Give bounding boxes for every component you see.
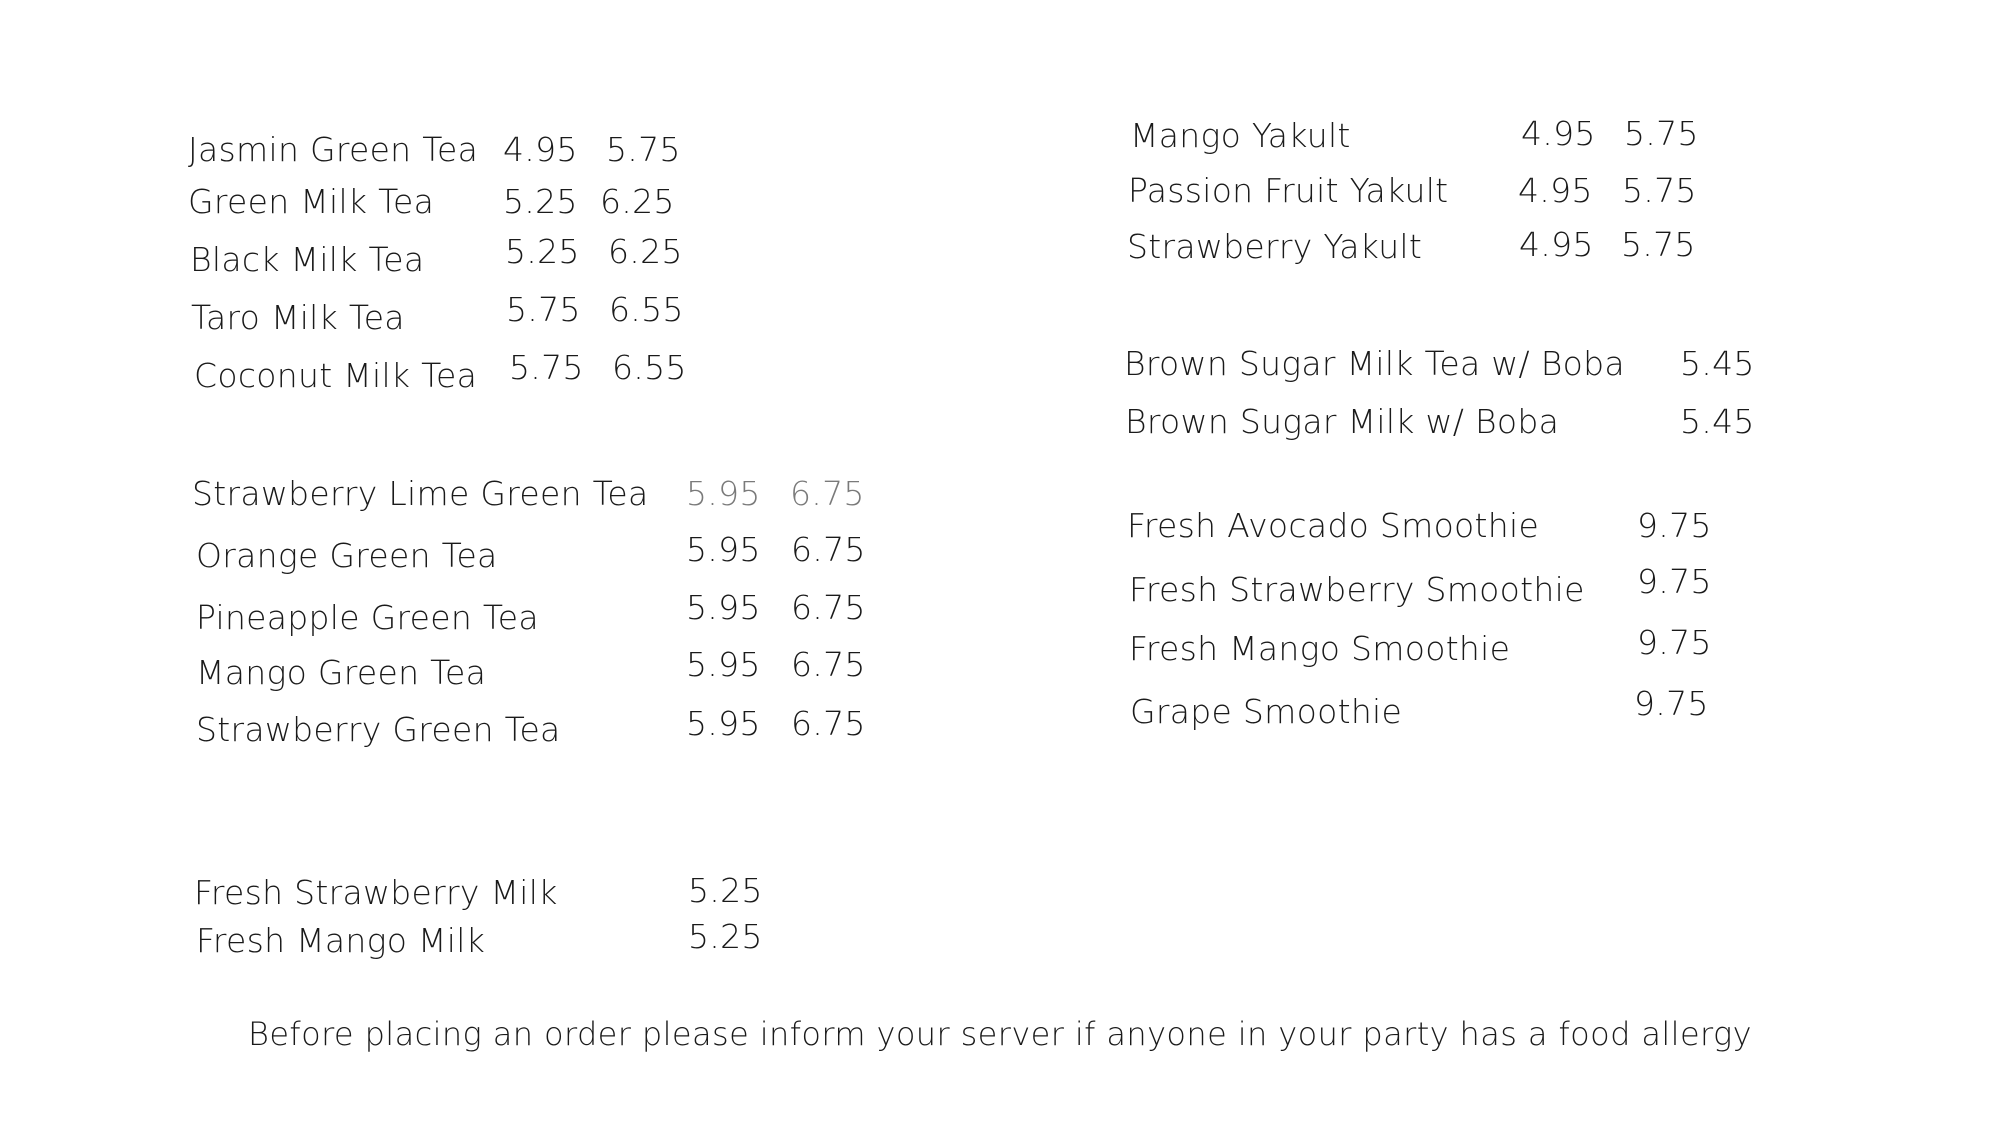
item-name: Brown Sugar Milk w/ Boba xyxy=(1125,402,1560,441)
item-price-large: 5.75 xyxy=(1624,114,1699,153)
menu-item xyxy=(191,290,711,340)
menu-item xyxy=(188,128,708,172)
item-name: Fresh Avocado Smoothie xyxy=(1127,506,1540,545)
item-price-small: 5.95 xyxy=(686,645,761,684)
item-price-small: 5.25 xyxy=(503,182,578,221)
item-name: Strawberry Yakult xyxy=(1127,227,1423,266)
item-price-large: 5.75 xyxy=(606,130,681,169)
item-name: Passion Fruit Yakult xyxy=(1128,171,1449,210)
menu-item xyxy=(1125,400,1765,444)
item-price-large: 6.55 xyxy=(612,348,687,387)
item-name: Fresh Strawberry Smoothie xyxy=(1129,570,1585,609)
menu-item xyxy=(1128,169,1728,213)
menu-item xyxy=(196,645,896,695)
item-price: 9.75 xyxy=(1637,623,1712,662)
item-price: 5.45 xyxy=(1680,402,1755,441)
item-price-large: 5.75 xyxy=(1622,171,1697,210)
item-name: Fresh Mango Milk xyxy=(196,921,486,960)
menu-item xyxy=(190,232,710,282)
menu-item xyxy=(194,348,714,398)
item-price-large: 6.75 xyxy=(791,645,866,684)
item-price-large: 6.25 xyxy=(600,182,675,221)
item-price-small: 4.95 xyxy=(503,130,578,169)
allergy-notice: Before placing an order please inform your server if anyone in your party has a food allergy xyxy=(247,1015,1752,1053)
menu-item xyxy=(1127,504,1727,548)
menu-item xyxy=(196,588,896,640)
item-price-small: 5.95 xyxy=(686,588,761,627)
item-name: Green Milk Tea xyxy=(188,182,435,221)
item-price: 5.25 xyxy=(688,917,763,956)
menu-item xyxy=(1129,562,1729,612)
item-name: Mango Green Tea xyxy=(196,653,487,692)
item-price-small: 5.95 xyxy=(686,704,761,743)
item-name: Grape Smoothie xyxy=(1130,692,1403,731)
item-price-small: 5.75 xyxy=(509,348,584,387)
menu-item xyxy=(1127,225,1727,269)
item-price-large: 6.55 xyxy=(609,290,684,329)
item-name: Strawberry Lime Green Tea xyxy=(192,474,649,513)
item-price: 9.75 xyxy=(1637,506,1712,545)
item-name: Brown Sugar Milk Tea w/ Boba xyxy=(1124,344,1625,383)
item-price-small: 5.95 xyxy=(686,474,761,513)
item-name: Black Milk Tea xyxy=(190,240,425,279)
item-name: Fresh Mango Smoothie xyxy=(1129,629,1511,668)
item-price-small: 5.25 xyxy=(505,232,580,271)
menu-item xyxy=(196,704,896,752)
menu-item xyxy=(1129,623,1729,671)
item-price: 9.75 xyxy=(1637,562,1712,601)
item-price-small: 5.75 xyxy=(506,290,581,329)
item-name: Strawberry Green Tea xyxy=(196,710,561,749)
item-price-large: 6.75 xyxy=(791,704,866,743)
menu-item xyxy=(196,530,896,578)
item-price-large: 6.75 xyxy=(791,588,866,627)
menu-item xyxy=(194,871,794,915)
item-name: Fresh Strawberry Milk xyxy=(194,873,558,912)
item-price-small: 4.95 xyxy=(1519,225,1594,264)
item-price-small: 5.95 xyxy=(686,530,761,569)
menu-item xyxy=(1124,342,1764,386)
item-name: Orange Green Tea xyxy=(196,536,498,575)
item-price-large: 6.25 xyxy=(608,232,683,271)
item-price: 5.45 xyxy=(1680,344,1755,383)
menu-item xyxy=(1130,684,1730,734)
item-name: Mango Yakult xyxy=(1130,116,1351,155)
item-price-small: 4.95 xyxy=(1521,114,1596,153)
item-price-large: 6.75 xyxy=(790,474,865,513)
item-price: 5.25 xyxy=(688,871,763,910)
item-price-small: 4.95 xyxy=(1518,171,1593,210)
item-name: Coconut Milk Tea xyxy=(194,356,478,395)
item-price: 9.75 xyxy=(1634,684,1709,723)
item-name: Taro Milk Tea xyxy=(191,298,405,337)
item-price-large: 5.75 xyxy=(1621,225,1696,264)
item-price-large: 6.75 xyxy=(791,530,866,569)
menu-item xyxy=(188,180,708,224)
menu-item xyxy=(1130,114,1730,158)
item-name: Pineapple Green Tea xyxy=(196,598,539,637)
item-name: Jasmin Green Tea xyxy=(188,130,479,169)
menu-item xyxy=(196,919,796,963)
menu-item xyxy=(192,472,892,516)
